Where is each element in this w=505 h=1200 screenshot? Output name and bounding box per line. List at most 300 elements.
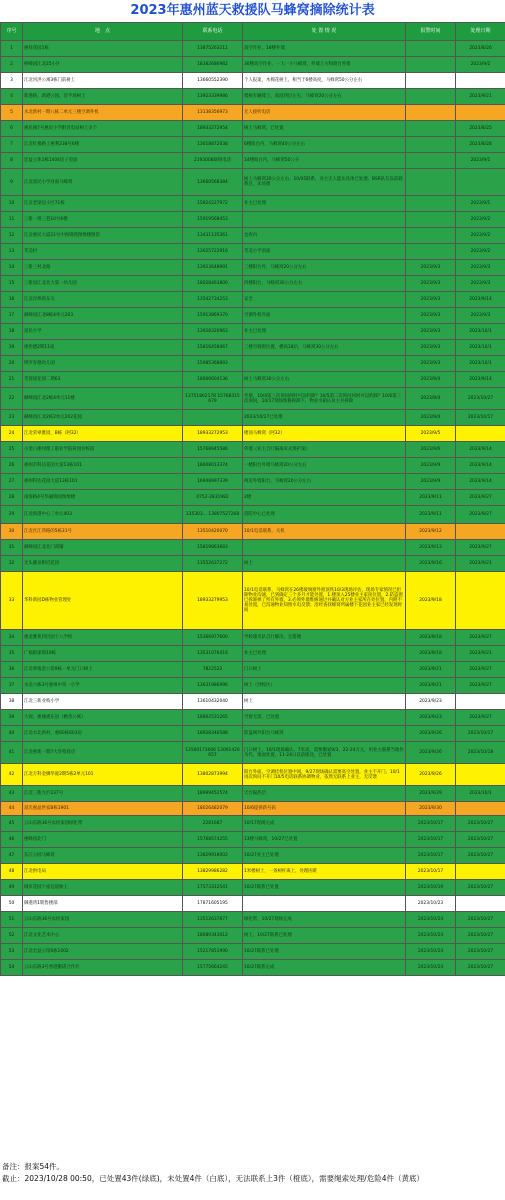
- row-phone: 15819863683: [183, 540, 243, 556]
- row-handled-date: 2023/10/27: [456, 944, 505, 960]
- row-location: 江北万科金狮华庭2期5栋2单元101: [23, 764, 183, 786]
- table-row: [1, 960, 505, 976]
- row-location: 惠龙雅苑四层园十八学校: [23, 630, 183, 646]
- row-report-time: 2023/9/12: [406, 524, 456, 540]
- row-handling: 10/27联系已处理: [243, 944, 406, 960]
- row-handled-date: [456, 73, 505, 89]
- row-index: 11: [1, 212, 23, 228]
- table-row: [1, 89, 505, 105]
- row-handled-date: 2023/9/27: [456, 678, 505, 694]
- table-row: [1, 196, 505, 212]
- row-phone: 18666604136: [183, 372, 243, 388]
- row-report-time: 2023/9/3: [406, 308, 456, 324]
- table-row: [1, 678, 505, 694]
- row-location: 江北新港中心三单元403: [23, 506, 183, 524]
- row-index: 19: [1, 340, 23, 356]
- row-report-time: 2023/10/24: [406, 928, 456, 944]
- row-location: 江北翠逸金公馆9栋一单元门口树上: [23, 662, 183, 678]
- row-location: 三新一组三巷10号6楼: [23, 212, 183, 228]
- row-index: 35: [1, 646, 23, 662]
- row-phone: 13875263211: [183, 41, 243, 57]
- row-handling: 2023/10/27已处理: [243, 410, 406, 426]
- row-phone: 16948997339: [183, 474, 243, 490]
- table-row: [1, 816, 505, 832]
- row-location: 博罗育德幼儿园: [23, 356, 183, 372]
- row-location: 华科新园D栋物业管理处: [23, 572, 183, 630]
- row-location: 赫峰园江北北门商铺: [23, 540, 183, 556]
- row-index: 17: [1, 308, 23, 324]
- row-location: 赫峰园江北2栋2单元202花园: [23, 410, 183, 426]
- row-handled-date: 2023/9/27: [456, 540, 505, 556]
- row-report-time: [406, 41, 456, 57]
- row-report-time: 2023/9/13: [406, 540, 456, 556]
- row-phone: 18028463800: [183, 276, 243, 292]
- row-location: 桥峰园江北25小区: [23, 57, 183, 73]
- row-handled-date: 2023/9/3: [456, 276, 505, 292]
- table-row: [1, 276, 505, 292]
- row-phone: 18928346588: [183, 726, 243, 742]
- row-location: 南海路4号华融锦园图像楼: [23, 490, 183, 506]
- row-handling: 无人接听电话: [243, 105, 406, 121]
- row-handling: 树上: [243, 556, 406, 572]
- row-index: 32: [1, 556, 23, 572]
- row-report-time: [406, 105, 456, 121]
- row-phone: 0752-2831982: [183, 490, 243, 506]
- row-index: 22: [1, 388, 23, 410]
- row-handled-date: 2023/9/21: [456, 556, 505, 572]
- row-handled-date: 2023/10/27: [456, 848, 505, 864]
- row-phone: 18608013374: [183, 458, 243, 474]
- row-index: 15: [1, 276, 23, 292]
- row-index: 41: [1, 742, 23, 764]
- row-phone: 13138356973: [183, 105, 243, 121]
- row-report-time: 2023/9/11: [406, 506, 456, 524]
- row-location: 东江公园马蜂窝: [23, 848, 183, 864]
- row-location: 江北红棉路上惠利238号6楼: [23, 137, 183, 153]
- row-report-time: [406, 137, 456, 153]
- row-phone: 13500173006 13091420657: [183, 742, 243, 764]
- footer-notes: [2, 1161, 503, 1185]
- row-handled-date: 2023/8/28: [456, 137, 505, 153]
- row-phone: 18933279953: [183, 572, 243, 630]
- row-phone: 13829918002: [183, 848, 243, 864]
- row-location: 大观，惠城惠东县（精善公寓）: [23, 710, 183, 726]
- row-handling: 14楼阳台内，马蜂窝50公分: [243, 153, 406, 169]
- row-handling: 业主已处理: [243, 646, 406, 662]
- row-index: 28: [1, 490, 23, 506]
- row-handled-date: 2023/9/14: [456, 474, 505, 490]
- row-report-time: 2023/9/18: [406, 572, 456, 630]
- row-handled-date: 2023/9/27: [456, 662, 505, 678]
- row-report-time: 2023/9/3: [406, 340, 456, 356]
- row-phone: 17871605195: [183, 896, 243, 912]
- row-index: 20: [1, 356, 23, 372]
- row-index: 13: [1, 244, 23, 260]
- row-phone: 13531076416: [183, 646, 243, 662]
- row-location: 城市花园十座边道树上: [23, 880, 183, 896]
- row-index: 14: [1, 260, 23, 276]
- row-handled-date: [456, 764, 505, 786]
- row-handled-date: 2023/10/17: [456, 726, 505, 742]
- row-handling: 10/27业主已处理: [243, 848, 406, 864]
- table-row: [1, 308, 505, 324]
- row-index: 45: [1, 816, 23, 832]
- row-handling: 外墙（业主自行隔离床式保护案）: [243, 442, 406, 458]
- row-report-time: 2023/9/18: [406, 646, 456, 662]
- row-index: 3: [1, 73, 23, 89]
- table-row: [1, 572, 505, 630]
- row-location: 赫峰园江北8栋4单元203: [23, 308, 183, 324]
- row-handling: 6楼阳台内，马蜂窝40公分左右: [243, 137, 406, 153]
- row-index: 52: [1, 928, 23, 944]
- row-handled-date: 2023/9/2: [456, 228, 505, 244]
- row-report-time: [406, 196, 456, 212]
- row-location: 小金口惠州理工职业学院荷园旁校道: [23, 442, 183, 458]
- row-report-time: [406, 244, 456, 260]
- row-index: 18: [1, 324, 23, 340]
- row-handled-date: 2023/9/14: [456, 292, 505, 308]
- row-phone: 15768574255: [183, 832, 243, 848]
- row-location: 宏益立体1栋1404房子里面: [23, 153, 183, 169]
- row-index: 47: [1, 848, 23, 864]
- row-handling: 仓库内: [243, 228, 406, 244]
- header-index: 序号: [1, 23, 23, 41]
- row-phone: 13923648991: [183, 260, 243, 276]
- table-row: [1, 944, 505, 960]
- row-location: 江北文化艺术中心: [23, 928, 183, 944]
- row-handling: 门口树上: [243, 662, 406, 678]
- row-report-time: 2023/9/11: [406, 490, 456, 506]
- row-report-time: 2023/9/5: [406, 426, 456, 442]
- row-location: 惠伦德2期11座: [23, 340, 183, 356]
- table-row: [1, 848, 505, 864]
- row-location: 江北水北新村，惠60栋603房: [23, 726, 183, 742]
- row-handling: 10/27联系已处置: [243, 880, 406, 896]
- row-handled-date: 2023/10/1: [456, 356, 505, 372]
- table-row: [1, 524, 505, 540]
- row-location: 富光惠晶世家B栋1901: [23, 802, 183, 816]
- row-phone: 18382686982: [183, 57, 243, 73]
- row-phone: 15985368893: [183, 356, 243, 372]
- row-handled-date: 2023/10/17: [456, 410, 505, 426]
- row-report-time: [406, 89, 456, 105]
- row-report-time: [406, 73, 456, 89]
- row-index: 42: [1, 764, 23, 786]
- table-row: [1, 410, 505, 426]
- table-row: [1, 802, 505, 816]
- row-location: 江北三新业购小学: [23, 694, 183, 710]
- table-row: [1, 490, 505, 506]
- statistics-table: [0, 22, 505, 976]
- row-index: 16: [1, 292, 23, 308]
- row-handling: 13楼马蜂窝，10/27已处置: [243, 832, 406, 848]
- row-index: 48: [1, 864, 23, 880]
- row-location: 新港路，新港公园，洋半场树上: [23, 89, 183, 105]
- row-phone: 15775664245: [183, 960, 243, 976]
- row-location: 江北岸埠新东关: [23, 292, 183, 308]
- row-report-time: [406, 121, 456, 137]
- header-report-time: 报警时间: [406, 23, 456, 41]
- row-phone: [183, 410, 243, 426]
- table-row: [1, 630, 505, 646]
- row-handling: 30楼高空作业，一大一小马蜂窝，外墙上方和窗台外墙: [243, 57, 406, 73]
- row-handled-date: 2023/9/2: [456, 57, 505, 73]
- row-handled-date: 2023/9/27: [456, 506, 505, 524]
- footer-remark: 备注：报案54件。: [2, 1162, 65, 1171]
- row-index: 8: [1, 153, 23, 169]
- table-row: [1, 73, 505, 89]
- row-handled-date: 2023/10/27: [456, 832, 505, 848]
- row-location: 御港湾1期售楼部: [23, 896, 183, 912]
- row-handling: 学校墙夹队自行解决，无搭理: [243, 630, 406, 646]
- row-report-time: 2023/10/24: [406, 944, 456, 960]
- row-report-time: 2023/10/24: [406, 960, 456, 976]
- table-row: [1, 372, 505, 388]
- table-row: [1, 121, 505, 137]
- row-phone: 15768945586: [183, 442, 243, 458]
- row-handled-date: 2023/9/14: [456, 372, 505, 388]
- row-index: 44: [1, 802, 23, 816]
- row-index: 38: [1, 694, 23, 710]
- row-location: 江北富民小学对面马蜂窝: [23, 169, 183, 196]
- row-handling: 绿化带，10/27现场完成: [243, 912, 406, 928]
- row-handling: 10/27联系完成: [243, 960, 406, 976]
- table-row: [1, 212, 505, 228]
- row-report-time: 2023/9/3: [406, 324, 456, 340]
- table-row: [1, 506, 505, 524]
- row-handled-date: 2023/9/27: [456, 710, 505, 726]
- table-row: [1, 556, 505, 572]
- row-report-time: 2023/9/23: [406, 694, 456, 710]
- row-handled-date: 2023/9/2: [456, 212, 505, 228]
- row-handled-date: [456, 694, 505, 710]
- header-phone: 联系电话: [183, 23, 243, 41]
- row-index: 37: [1, 678, 23, 694]
- row-index: 6: [1, 121, 23, 137]
- row-handling: 10/1电话联系，关机: [243, 524, 406, 540]
- row-handled-date: 2023/9/3: [456, 260, 505, 276]
- row-index: 49: [1, 880, 23, 896]
- row-handled-date: 2023/9/3: [456, 308, 505, 324]
- table-row: [1, 662, 505, 678]
- table-row: [1, 228, 505, 244]
- row-handling: 外墙，10/4第三次询问何时可以约除？10/5第二次询问何时可以约除？10/6第三次询问，10/17现场维修拆卸下，物业水箱认业主并拆除: [243, 388, 406, 410]
- row-handling: 10/6提供新号码: [243, 802, 406, 816]
- table-row: [1, 292, 505, 308]
- table-row: [1, 694, 505, 710]
- row-report-time: [406, 212, 456, 228]
- row-handling: [243, 896, 406, 912]
- row-report-time: 2023/10/17: [406, 816, 456, 832]
- row-phone: 18689343012: [183, 928, 243, 944]
- row-handled-date: 2023/9/27: [456, 490, 505, 506]
- row-report-time: [406, 169, 456, 196]
- table-row: [1, 540, 505, 556]
- row-phone: 15366977600: [183, 630, 243, 646]
- row-report-time: 2023/9/4: [406, 388, 456, 410]
- row-index: 53: [1, 944, 23, 960]
- row-report-time: 2023/10/17: [406, 848, 456, 864]
- row-phone: 13542734253: [183, 292, 243, 308]
- row-report-time: 2023/9/9: [406, 458, 456, 474]
- row-location: 三新园江北北大第一幼儿园: [23, 276, 183, 292]
- row-handled-date: 2023/10/27: [456, 928, 505, 944]
- table-row: [1, 324, 505, 340]
- row-phone: 7822522: [183, 662, 243, 678]
- row-location: 惠峰园北门: [23, 832, 183, 848]
- row-index: 25: [1, 442, 23, 458]
- row-handled-date: 2023/10/1: [456, 324, 505, 340]
- row-index: 54: [1, 960, 23, 976]
- row-index: 21: [1, 372, 23, 388]
- row-location: 江北惠新一期7大华苑商店: [23, 742, 183, 764]
- row-report-time: 2023/10/17: [406, 832, 456, 848]
- row-index: 27: [1, 474, 23, 490]
- row-handled-date: 2023/9/14: [456, 458, 505, 474]
- row-handling: 10/1电话联系，马蜂窝在26楼玻璃窗外窗顶铁10/3现场评估，现场专家情况已拒除物业沟通，已到确定三个多月才能处置，1.楼顶入25楼业主家顶位置，2.防盗窗已拆卸掉了所有外墙，3.必须外墙维修通过并确认对方业主家所在处位置，内附不易处置，已沟通物业知照水电反馈；沿经查找蜂窝所属楼下花园业主家已经发现时间: [243, 572, 406, 630]
- header-handled-date: 处理日期: [456, 23, 505, 41]
- row-location: 惠州市科达花园大道13栋101: [23, 458, 183, 474]
- table-row: [1, 764, 505, 786]
- row-phone: 18999452574: [183, 786, 243, 802]
- row-phone: 13510420070: [183, 524, 243, 540]
- table-row: [1, 742, 505, 764]
- row-phone: 13431135361: [183, 228, 243, 244]
- row-handled-date: 2023/8/25: [456, 121, 505, 137]
- row-location: 江北区江湾路的5栋31号: [23, 524, 183, 540]
- table-row: [1, 153, 505, 169]
- row-location: 富民小学: [23, 324, 183, 340]
- row-handling: 天台隔热层: [243, 786, 406, 802]
- table-body: [1, 41, 505, 976]
- table-row: [1, 726, 505, 742]
- row-handling: 10/17现场完成: [243, 816, 406, 832]
- row-index: 9: [1, 169, 23, 196]
- table-row: [1, 710, 505, 726]
- table-row: [1, 474, 505, 490]
- row-phone: 13025722916: [183, 244, 243, 260]
- row-location: 光头藤泉附近花园: [23, 556, 183, 572]
- row-report-time: 2023/9/18: [406, 630, 456, 646]
- row-location: 云山东路3号香港傲诺合作社: [23, 960, 183, 976]
- row-index: 23: [1, 410, 23, 426]
- row-index: 24: [1, 426, 23, 442]
- row-handling: 树上（到校区）: [243, 678, 406, 694]
- table-row: [1, 912, 505, 928]
- header-location: 地 点: [23, 23, 183, 41]
- row-location: 江北河洪公寓3栋门前树上: [23, 73, 183, 89]
- row-handling: 安全: [243, 292, 406, 308]
- table-row: [1, 442, 505, 458]
- row-report-time: 2023/10/24: [406, 912, 456, 928]
- row-report-time: [406, 153, 456, 169]
- row-location: 广福街深锦10栋: [23, 646, 183, 662]
- row-handling: 爬树车辆爬上，高度四层左右，马蜂窝20公分左右: [243, 89, 406, 105]
- row-report-time: 2023/10/19: [406, 880, 456, 896]
- row-handled-date: 2023/10/1: [456, 786, 505, 802]
- row-phone: 18933272953: [183, 426, 243, 442]
- table-row: [1, 388, 505, 410]
- row-handling: 业主已处理: [243, 324, 406, 340]
- row-report-time: 2023/9/4: [406, 410, 456, 426]
- row-phone: 13829986282: [183, 864, 243, 880]
- row-handled-date: [456, 426, 505, 442]
- row-report-time: 2023/9/3: [406, 356, 456, 372]
- row-handled-date: 2023/10/18: [456, 742, 505, 764]
- row-handling: 树上马蜂窝20公分左右；10/05联系，业主无人能认具体已处理，BSR队友以前联系过，未处理: [243, 169, 406, 196]
- row-phone: 13631986996: [183, 678, 243, 694]
- row-report-time: 2023/10/17: [406, 864, 456, 880]
- row-handled-date: 2023/10/27: [456, 880, 505, 896]
- row-handled-date: 2023/10/27: [456, 960, 505, 976]
- row-report-time: 2023/9/26: [406, 742, 456, 764]
- row-handling: 两房外墙阳台，马蜂窝20公分左右: [243, 474, 406, 490]
- row-report-time: 2023/9/16: [406, 556, 456, 572]
- row-location: 赫峰园江北2栋4单元11楼: [23, 388, 183, 410]
- row-handled-date: 2023/10/27: [456, 388, 505, 410]
- row-handled-date: 2023/10/27: [456, 912, 505, 928]
- row-location: 惠州科达花园大道13栋101: [23, 474, 183, 490]
- row-phone: 135303… 13807527268: [183, 506, 243, 524]
- row-location: 云山东路36号农机家园: [23, 912, 183, 928]
- row-handling: 树上马蜂窝30公分左右: [243, 372, 406, 388]
- table-header-row: [1, 23, 505, 41]
- row-handling: 三楼阳台外，马蜂窝20公分左右: [243, 260, 406, 276]
- row-location: 惠祥花园1栋: [23, 41, 183, 57]
- row-location: 水北六栋3号惠州中英一小学: [23, 678, 183, 694]
- row-phone: 15824227972: [183, 196, 243, 212]
- row-handled-date: [456, 524, 505, 540]
- row-phone: 15816458467: [183, 340, 243, 356]
- row-phone: 13610432040: [183, 694, 243, 710]
- row-phone: 2193008联络电话: [183, 153, 243, 169]
- row-index: 1: [1, 41, 23, 57]
- row-report-time: 2023/9/30: [406, 802, 456, 816]
- row-report-time: 2023/9/23: [406, 710, 456, 726]
- row-report-time: [406, 228, 456, 244]
- row-index: 46: [1, 832, 23, 848]
- page-title: 2023年惠州蓝天救援队马蜂窝摘除统计表: [0, 0, 505, 22]
- row-index: 7: [1, 137, 23, 153]
- table-row: [1, 260, 505, 276]
- row-report-time: 2023/10/23: [406, 896, 456, 912]
- row-report-time: 2023/9/6: [406, 442, 456, 458]
- row-phone: 13751862178 15768315679: [183, 388, 243, 410]
- row-location: 水北新村一期八栋二单元三楼空调外机: [23, 105, 183, 121]
- row-report-time: 2023/9/4: [406, 372, 456, 388]
- row-handling: 空调外机外面: [243, 308, 406, 324]
- row-handled-date: 2023/10/1: [456, 340, 505, 356]
- row-handling: 四楼阳台，马蜂窝30公分左右: [243, 276, 406, 292]
- row-location: 江北荣翠雅园，B栋（阿32）: [23, 426, 183, 442]
- row-handling: 个人报案，木棉花树上，相当于6楼高度，马蜂窝50公分左右: [243, 73, 406, 89]
- table-row: [1, 864, 505, 880]
- row-phone: 13552637272: [183, 556, 243, 572]
- row-handling: 高空作业，18楼外墙: [243, 41, 406, 57]
- row-report-time: [406, 57, 456, 73]
- row-location: 云山东路36号农机家园绿化带: [23, 816, 183, 832]
- table-row: [1, 340, 505, 356]
- row-index: 36: [1, 662, 23, 678]
- row-handling: [243, 356, 406, 372]
- row-handling: 楼顶马蜂窝（阿32）: [243, 426, 406, 442]
- row-location: 江北惠民大道21号中海锦苑图像楼图馆: [23, 228, 183, 244]
- row-handling: 防盗网外阳台马蜂窝: [243, 726, 406, 742]
- row-phone: 17573312541: [183, 880, 243, 896]
- table-row: [1, 928, 505, 944]
- row-phone: 13512637877: [183, 912, 243, 928]
- row-handled-date: [456, 896, 505, 912]
